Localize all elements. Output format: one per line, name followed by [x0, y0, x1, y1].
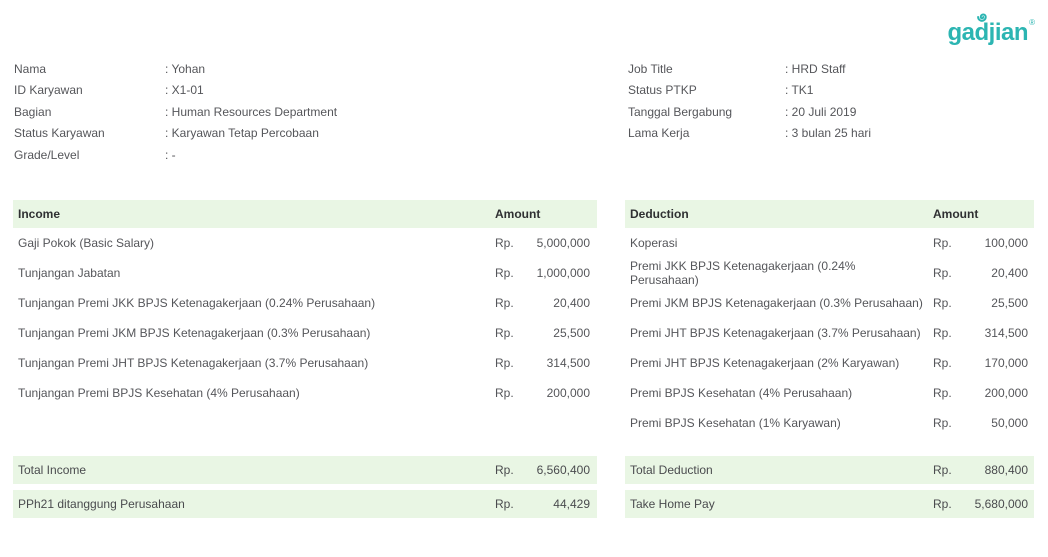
- table-row: [625, 348, 1034, 378]
- currency-label: Rp.: [933, 386, 952, 400]
- table-row: [13, 288, 597, 318]
- row-amount: [495, 266, 590, 280]
- table-row: [13, 228, 597, 258]
- row-label: Tunjangan Premi JHT BPJS Ketenagakerjaan (3.7% Perusahaan): [18, 356, 369, 370]
- info-row: [14, 80, 454, 102]
- row-amount: [495, 296, 590, 310]
- income-amount-header: [495, 207, 590, 221]
- currency-label: Rp.: [495, 296, 514, 310]
- total-label: Total Deduction: [630, 463, 713, 477]
- amount-value: 100,000: [984, 236, 1028, 250]
- income-totals: [13, 456, 597, 518]
- total-label: Take Home Pay: [630, 497, 715, 511]
- row-label: Tunjangan Premi JKK BPJS Ketenagakerjaan (0.24% Perusahaan): [18, 296, 376, 310]
- row-label: Premi JHT BPJS Ketenagakerjaan (2% Karyawan): [630, 356, 900, 370]
- info-value: : 3 bulan 25 hari: [785, 126, 872, 141]
- currency-label: Rp.: [933, 266, 952, 280]
- amount-value: 200,000: [546, 386, 590, 400]
- amount-value: 20,400: [553, 296, 590, 310]
- currency-label: Rp.: [933, 236, 952, 250]
- currency-label: Rp.: [495, 326, 514, 340]
- row-amount: [495, 236, 590, 250]
- info-label: Job Title: [628, 61, 673, 76]
- info-row: [14, 101, 454, 123]
- info-value: : TK1: [785, 83, 814, 98]
- info-row: [14, 58, 454, 80]
- brand-name: gadjian: [947, 19, 1028, 46]
- currency-label: Rp.: [495, 497, 514, 511]
- income-table: [13, 200, 597, 518]
- row-amount: [933, 326, 1028, 340]
- amount-value: 25,500: [553, 326, 590, 340]
- currency-label: Rp.: [933, 463, 952, 477]
- total-amount: [495, 463, 590, 477]
- income-rows: [13, 228, 597, 408]
- row-label: Tunjangan Premi JKM BPJS Ketenagakerjaan (0.3% Perusahaan): [18, 326, 371, 340]
- info-value: : X1-01: [165, 83, 204, 98]
- total-row: [13, 490, 597, 518]
- row-label: Premi JHT BPJS Ketenagakerjaan (3.7% Perusahaan): [630, 326, 921, 340]
- amount-value: 170,000: [984, 356, 1028, 370]
- amount-value: 50,000: [991, 416, 1028, 430]
- row-amount: [933, 386, 1028, 400]
- table-row: [625, 408, 1034, 438]
- registered-mark: ®: [1029, 18, 1035, 27]
- amount-value: 5,000,000: [536, 236, 590, 250]
- info-row: [628, 58, 1028, 80]
- row-amount: [495, 356, 590, 370]
- info-label: Bagian: [14, 104, 52, 119]
- table-row: [13, 378, 597, 408]
- row-label: Tunjangan Jabatan: [18, 266, 121, 280]
- row-label: Premi BPJS Kesehatan (4% Perusahaan): [630, 386, 853, 400]
- row-label: Koperasi: [630, 236, 678, 250]
- info-row: [628, 101, 1028, 123]
- deduction-table: [625, 200, 1034, 518]
- info-label: Status Karyawan: [14, 126, 105, 141]
- info-value: : 20 Juli 2019: [785, 104, 857, 119]
- currency-label: Rp.: [933, 497, 952, 511]
- amount-header-label: Amount: [495, 207, 541, 221]
- total-amount: [495, 497, 590, 511]
- amount-value: 5,680,000: [974, 497, 1028, 511]
- currency-label: Rp.: [933, 326, 952, 340]
- table-row: [625, 288, 1034, 318]
- currency-label: Rp.: [933, 416, 952, 430]
- info-row: [14, 123, 454, 145]
- row-amount: [933, 356, 1028, 370]
- info-label: Status PTKP: [628, 83, 697, 98]
- row-amount: [933, 236, 1028, 250]
- currency-label: Rp.: [495, 463, 514, 477]
- info-label: ID Karyawan: [14, 83, 83, 98]
- info-row: [628, 80, 1028, 102]
- row-label: Tunjangan Premi BPJS Kesehatan (4% Perusahaan): [18, 386, 300, 400]
- total-row: [625, 456, 1034, 484]
- row-amount: [495, 326, 590, 340]
- amount-value: 200,000: [984, 386, 1028, 400]
- table-row: [13, 258, 597, 288]
- row-amount: [495, 386, 590, 400]
- info-row: [628, 123, 1028, 145]
- row-label: Premi JKK BPJS Ketenagakerjaan (0.24% Perusahaan): [630, 259, 856, 287]
- employee-info-right: [628, 58, 1028, 144]
- employee-info-left: [14, 58, 454, 166]
- amount-value: 20,400: [991, 266, 1028, 280]
- currency-label: Rp.: [495, 236, 514, 250]
- info-value: : HRD Staff: [785, 61, 846, 76]
- total-amount: [933, 497, 1028, 511]
- deduction-rows: [625, 228, 1034, 438]
- amount-value: 314,500: [984, 326, 1028, 340]
- amount-value: 6,560,400: [536, 463, 590, 477]
- table-row: [13, 318, 597, 348]
- info-row: [14, 144, 454, 166]
- amount-value: 314,500: [546, 356, 590, 370]
- info-label: Tanggal Bergabung: [628, 104, 733, 119]
- info-value: : Human Resources Department: [165, 104, 338, 119]
- total-row: [13, 456, 597, 484]
- deduction-header-label: Deduction: [630, 207, 689, 221]
- total-amount: [933, 463, 1028, 477]
- amount-value: 44,429: [553, 497, 590, 511]
- table-row: [625, 318, 1034, 348]
- row-amount: [933, 266, 1028, 280]
- table-row: [625, 378, 1034, 408]
- row-amount: [933, 416, 1028, 430]
- currency-label: Rp.: [495, 386, 514, 400]
- table-row: [625, 258, 1034, 288]
- currency-label: Rp.: [933, 356, 952, 370]
- deduction-totals: [625, 456, 1034, 518]
- amount-value: 1,000,000: [536, 266, 590, 280]
- info-value: : -: [165, 147, 176, 162]
- amount-header-label: Amount: [933, 207, 979, 221]
- total-label: PPh21 ditanggung Perusahaan: [18, 497, 185, 511]
- table-row: [13, 348, 597, 378]
- table-row: [625, 228, 1034, 258]
- total-label: Total Income: [18, 463, 87, 477]
- amount-value: 25,500: [991, 296, 1028, 310]
- total-row: [625, 490, 1034, 518]
- info-value: : Karyawan Tetap Percobaan: [165, 126, 319, 141]
- info-value: : Yohan: [165, 61, 206, 76]
- gadjian-logo: [926, 6, 1036, 50]
- deduction-table-header: [625, 200, 1034, 228]
- currency-label: Rp.: [495, 266, 514, 280]
- info-label: Nama: [14, 61, 47, 76]
- info-label: Grade/Level: [14, 147, 80, 162]
- income-header-label: Income: [18, 207, 61, 221]
- deduction-amount-header: [933, 207, 1028, 221]
- currency-label: Rp.: [495, 356, 514, 370]
- currency-label: Rp.: [933, 296, 952, 310]
- row-label: Premi JKM BPJS Ketenagakerjaan (0.3% Perusahaan): [630, 296, 923, 310]
- row-amount: [933, 296, 1028, 310]
- income-table-header: [13, 200, 597, 228]
- row-label: Premi BPJS Kesehatan (1% Karyawan): [630, 416, 841, 430]
- amount-value: 880,400: [984, 463, 1028, 477]
- row-label: Gaji Pokok (Basic Salary): [18, 236, 155, 250]
- info-label: Lama Kerja: [628, 126, 690, 141]
